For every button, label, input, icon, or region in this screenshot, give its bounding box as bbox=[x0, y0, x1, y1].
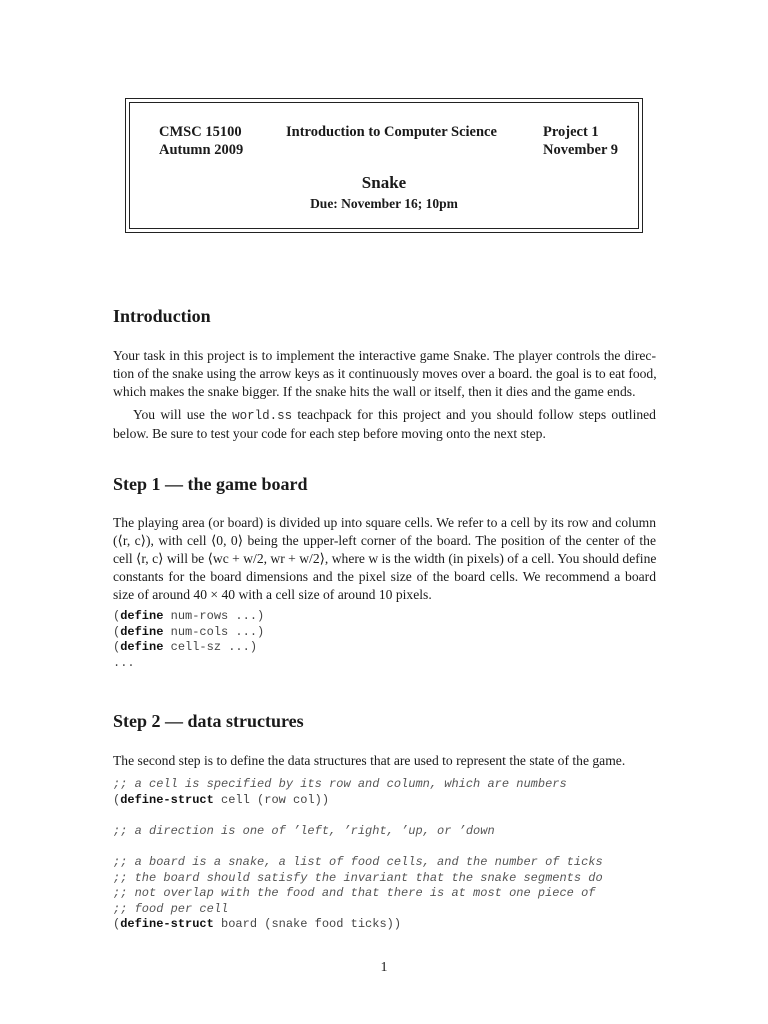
due-date: Due: November 16; 10pm bbox=[310, 196, 458, 211]
project-date: November 9 bbox=[543, 142, 619, 158]
code-keyword: define bbox=[120, 640, 164, 655]
step1-heading: Step 1 — the game board bbox=[113, 474, 308, 494]
document-title: Snake bbox=[361, 173, 407, 192]
text-line: size of around 40 × 40 with a cell size of around 10 pixels. bbox=[113, 587, 432, 602]
text-line: constants for the board dimensions and the pixel size of the board cells. We recommend a board bbox=[113, 569, 656, 584]
code-keyword: define bbox=[120, 609, 164, 623]
code-ellipsis: ... bbox=[113, 655, 135, 670]
teachpack-name: world.ss bbox=[232, 409, 293, 423]
code-text: num-cols ...) bbox=[163, 624, 265, 639]
code-comment: ;; food per cell bbox=[113, 901, 229, 916]
header-box-inner bbox=[129, 102, 639, 229]
code-line: (define cell-sz ...) bbox=[113, 640, 258, 655]
code-comment: ;; a cell is specified by its row and column, which are numbers bbox=[113, 777, 567, 791]
project-label: Project 1 bbox=[543, 124, 599, 140]
course-number: CMSC 15100 bbox=[159, 124, 242, 140]
intro-heading: Introduction bbox=[113, 306, 211, 326]
code-text: cell-sz ...) bbox=[163, 640, 258, 655]
step1-code-block bbox=[113, 609, 264, 671]
step2-heading: Step 2 — data structures bbox=[113, 711, 304, 731]
code-comment: ;; the board should satisfy the invariant that the snake segments do bbox=[113, 870, 603, 885]
course-term: Autumn 2009 bbox=[159, 142, 244, 158]
step2-paragraph bbox=[113, 752, 656, 770]
code-keyword: define bbox=[120, 624, 164, 639]
text-line: The second step is to define the data structures that are used to represent the state of the game. bbox=[113, 753, 626, 768]
step1-paragraph bbox=[113, 514, 656, 604]
text-line: which makes the snake bigger. If the snake hits the wall or itself, then it dies and the game ends. bbox=[113, 384, 636, 399]
step2-code-block: ;; a cell is specified by its row and column, which are numbers (define-struct cell (row col)) ;; a direction is one of ’left, ’right, ’up, or ’down ;; a board is a snake, a list of food cells, and the number of ticks ;; the board should satisfy the invariant that the snake segments do ;; not overlap with the food and that there is at most one piece of ;; food per cell (define-struct board (snake food ticks)) bbox=[113, 777, 603, 932]
text-run: You will use the bbox=[133, 407, 233, 422]
text-run: teachpack for this project and you should follow steps outlined bbox=[292, 407, 656, 422]
code-line: (define num-cols ...) bbox=[113, 624, 265, 639]
code-text: board (snake food ticks)) bbox=[213, 917, 402, 932]
code-comment: ;; a direction is one of ’left, ’right, ’up, or ’down bbox=[113, 823, 495, 838]
text-line bbox=[113, 406, 656, 425]
code-text: cell (row col)) bbox=[213, 792, 330, 807]
text-line: (⟨r, c⟩), with cell ⟨0, 0⟩ being the upper-left corner of the board. The position of the center of the bbox=[113, 533, 656, 548]
header-box bbox=[125, 98, 643, 233]
code-comment: ;; a board is a snake, a list of food cells, and the number of ticks bbox=[113, 854, 603, 869]
intro-paragraph-1 bbox=[113, 347, 656, 401]
text-line: The playing area (or board) is divided up into square cells. We refer to a cell by its row and column bbox=[113, 515, 656, 530]
text-line: tion of the snake using the arrow keys as it continuously moves over a board. the goal is to eat food, bbox=[113, 366, 657, 381]
intro-paragraph-2 bbox=[113, 406, 656, 443]
code-keyword: define-struct bbox=[120, 917, 214, 932]
code-text: num-rows ...) bbox=[163, 609, 265, 623]
course-name: Introduction to Computer Science bbox=[286, 124, 497, 140]
code-keyword: define-struct bbox=[120, 792, 214, 807]
text-line: Your task in this project is to implement the interactive game Snake. The player controls the direc- bbox=[113, 348, 656, 363]
text-line: cell ⟨r, c⟩ will be ⟨wc + w/2, wr + w/2⟩, where w is the width (in pixels) of a cell. You should define bbox=[113, 551, 657, 566]
text-line: below. Be sure to test your code for each step before moving onto the next step. bbox=[113, 426, 546, 441]
page-number: 1 bbox=[380, 960, 388, 975]
code-comment: ;; not overlap with the food and that there is at most one piece of bbox=[113, 886, 596, 901]
code-line: (define num-rows ...) bbox=[113, 609, 265, 623]
